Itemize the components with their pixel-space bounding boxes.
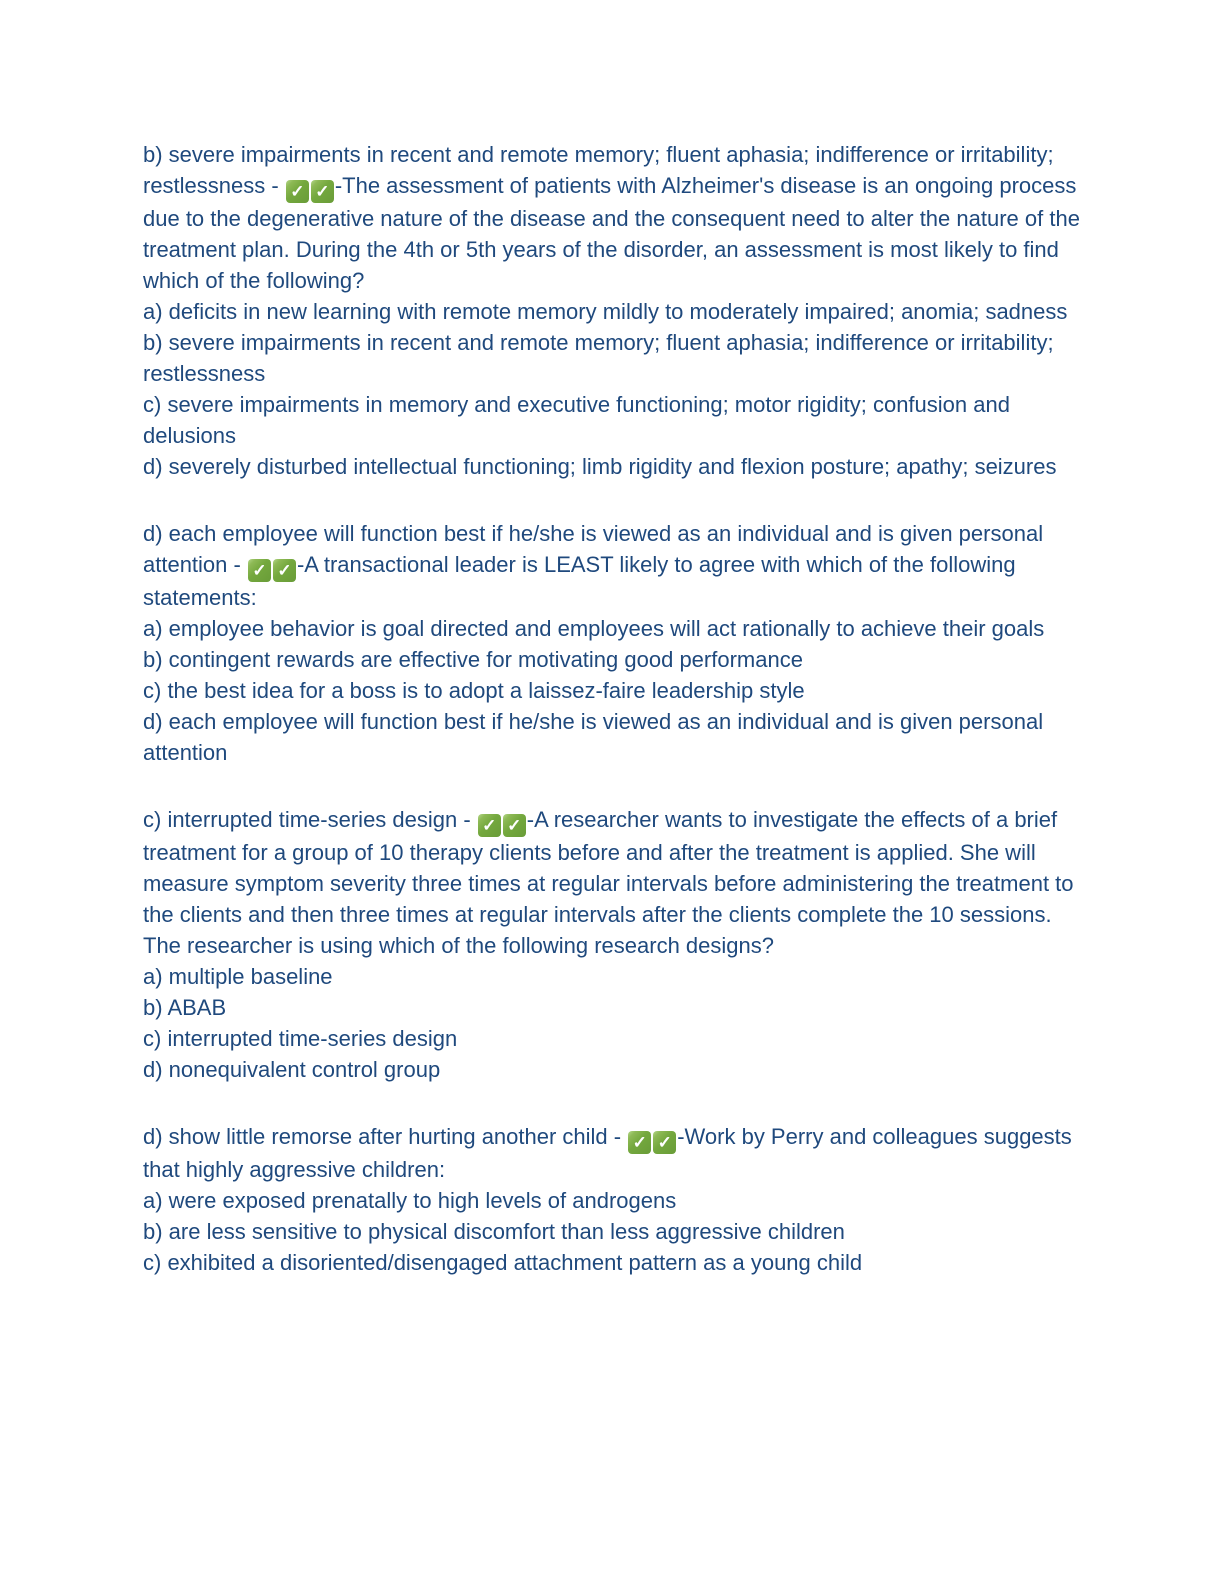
check-glyph: ✓	[657, 1133, 672, 1152]
option-line: b) are less sensitive to physical discomfort than less aggressive children	[143, 1219, 845, 1244]
option-line: d) each employee will function best if he/she is viewed as an individual and is given personal attention	[143, 709, 1044, 765]
check-glyph: ✓	[482, 816, 497, 835]
flashcard-item	[143, 139, 1088, 482]
check-icon	[478, 814, 501, 837]
option-line: b) ABAB	[143, 995, 227, 1020]
option-line: a) were exposed prenatally to high levels of androgens	[143, 1188, 677, 1213]
check-glyph: ✓	[277, 561, 292, 580]
check-icon	[286, 180, 309, 203]
question-text: -Work by Perry and colleagues suggests that highly aggressive children:	[143, 1124, 1072, 1182]
option-line: b) severe impairments in recent and remote memory; fluent aphasia; indifference or irritability; restlessness	[143, 330, 1054, 386]
option-line: c) severe impairments in memory and executive functioning; motor rigidity; confusion and delusions	[143, 392, 1010, 448]
option-line: a) multiple baseline	[143, 964, 333, 989]
answer-text: c) interrupted time-series design -	[143, 807, 477, 832]
question-text: -The assessment of patients with Alzheimer's disease is an ongoing process due to the degenerative nature of the disease and the consequent need to alter the nature of the treatment plan. During the 4th or 5th years of the disorder, an assessment is most likely to find which of the following?	[143, 173, 1080, 293]
question-text: -A transactional leader is LEAST likely to agree with which of the following statements:	[143, 552, 1016, 610]
flashcard-item	[143, 1121, 1088, 1278]
option-line: b) contingent rewards are effective for motivating good performance	[143, 647, 803, 672]
answer-text: b) severe impairments in recent and remote memory; fluent aphasia; indifference or irritability; restlessness -	[143, 142, 1054, 198]
answer-text: d) each employee will function best if he/she is viewed as an individual and is given personal attention -	[143, 521, 1044, 577]
option-line: c) exhibited a disoriented/disengaged attachment pattern as a young child	[143, 1250, 863, 1275]
check-glyph: ✓	[290, 182, 305, 201]
check-icon	[503, 814, 526, 837]
check-glyph: ✓	[315, 182, 330, 201]
check-icon	[628, 1131, 651, 1154]
check-icon	[248, 559, 271, 582]
flashcard-item	[143, 518, 1088, 768]
option-line: c) the best idea for a boss is to adopt a laissez-faire leadership style	[143, 678, 805, 703]
check-icon	[311, 180, 334, 203]
question-text: -A researcher wants to investigate the effects of a brief treatment for a group of 10 therapy clients before and after the treatment is applied. She will measure symptom severity three times at regular intervals before administering the treatment to the clients and then three times at regular intervals after the clients complete the 10 sessions. The researcher is using which of the following research designs?	[143, 807, 1074, 958]
check-glyph: ✓	[507, 816, 522, 835]
answer-text: d) show little remorse after hurting another child -	[143, 1124, 628, 1149]
option-line: c) interrupted time-series design	[143, 1026, 458, 1051]
check-glyph: ✓	[632, 1133, 647, 1152]
check-icon	[273, 559, 296, 582]
check-icon	[653, 1131, 676, 1154]
check-glyph: ✓	[252, 561, 267, 580]
flashcard-item	[143, 804, 1088, 1085]
option-line: a) employee behavior is goal directed and employees will act rationally to achieve their goals	[143, 616, 1045, 641]
option-line: d) nonequivalent control group	[143, 1057, 441, 1082]
option-line: d) severely disturbed intellectual functioning; limb rigidity and flexion posture; apathy; seizures	[143, 454, 1057, 479]
option-line: a) deficits in new learning with remote memory mildly to moderately impaired; anomia; sadness	[143, 299, 1068, 324]
